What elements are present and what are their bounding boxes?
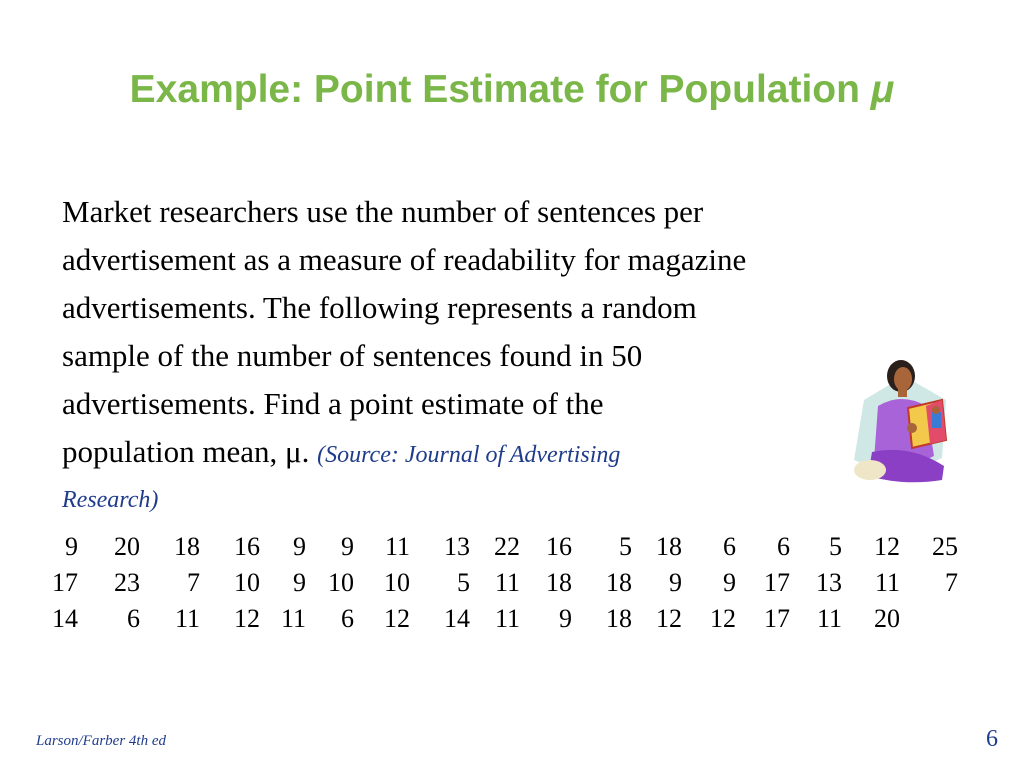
data-cell: 9 (723, 568, 736, 597)
data-cell: 11 (174, 604, 200, 633)
body-line-last (62, 428, 962, 476)
body-last-text: population mean, μ. (62, 434, 310, 469)
page-number: 6 (986, 726, 998, 752)
data-cell: 6 (777, 532, 790, 561)
data-cell: 6 (341, 604, 354, 633)
footer-credit: Larson/Farber 4th ed (36, 733, 167, 749)
data-row (36, 568, 976, 604)
data-cell: 20 (874, 604, 900, 633)
data-cell: 11 (280, 604, 306, 633)
source-citation: (Source: Journal of Advertising (317, 442, 621, 468)
data-cell: 18 (606, 604, 632, 633)
body-paragraph (62, 188, 962, 512)
data-cell: 11 (874, 568, 900, 597)
data-cell: 23 (114, 568, 140, 597)
data-cell: 13 (444, 532, 470, 561)
data-cell: 9 (293, 532, 306, 561)
data-cell: 5 (457, 568, 470, 597)
body-line: advertisements. Find a point estimate of the (62, 386, 604, 421)
body-line: Market researchers use the number of sentences per (62, 194, 704, 229)
data-cell: 22 (494, 532, 520, 561)
data-cell: 12 (874, 532, 900, 561)
data-cell: 18 (606, 568, 632, 597)
data-cell: 10 (384, 568, 410, 597)
data-cell: 5 (619, 532, 632, 561)
body-line: advertisement as a measure of readability for magazine (62, 242, 747, 277)
data-cell: 17 (52, 568, 78, 597)
data-cell: 12 (656, 604, 682, 633)
data-cell: 18 (546, 568, 572, 597)
data-table (36, 532, 976, 640)
data-cell: 5 (829, 532, 842, 561)
data-cell: 11 (494, 568, 520, 597)
data-cell: 9 (341, 532, 354, 561)
slide-title (0, 68, 1024, 112)
data-cell: 16 (234, 532, 260, 561)
data-cell: 12 (384, 604, 410, 633)
data-cell: 7 (945, 568, 958, 597)
data-cell: 9 (293, 568, 306, 597)
data-cell: 11 (494, 604, 520, 633)
data-cell: 13 (816, 568, 842, 597)
data-cell: 14 (52, 604, 78, 633)
data-cell: 25 (932, 532, 958, 561)
data-cell: 20 (114, 532, 140, 561)
data-cell: 6 (723, 532, 736, 561)
slide-title-symbol: μ (870, 68, 895, 111)
data-cell: 7 (187, 568, 200, 597)
data-cell: 17 (764, 568, 790, 597)
data-cell: 18 (656, 532, 682, 561)
data-cell: 11 (816, 604, 842, 633)
body-line: sample of the number of sentences found in 50 (62, 338, 643, 373)
data-cell: 12 (710, 604, 736, 633)
data-cell: 18 (174, 532, 200, 561)
body-line: advertisements. The following represents a random (62, 290, 697, 325)
woman-reading-magazine-icon (846, 348, 956, 488)
data-cell: 6 (127, 604, 140, 633)
data-cell: 10 (234, 568, 260, 597)
data-cell: 9 (559, 604, 572, 633)
data-cell: 12 (234, 604, 260, 633)
data-cell: 14 (444, 604, 470, 633)
data-cell: 17 (764, 604, 790, 633)
data-cell: 10 (328, 568, 354, 597)
data-cell: 9 (65, 532, 78, 561)
data-row (36, 604, 976, 640)
data-cell: 11 (384, 532, 410, 561)
data-cell: 16 (546, 532, 572, 561)
data-row (36, 532, 976, 568)
data-cell: 9 (669, 568, 682, 597)
source-citation-continued: Research) (62, 487, 159, 513)
slide-title-text: Example: Point Estimate for Population (129, 68, 860, 111)
